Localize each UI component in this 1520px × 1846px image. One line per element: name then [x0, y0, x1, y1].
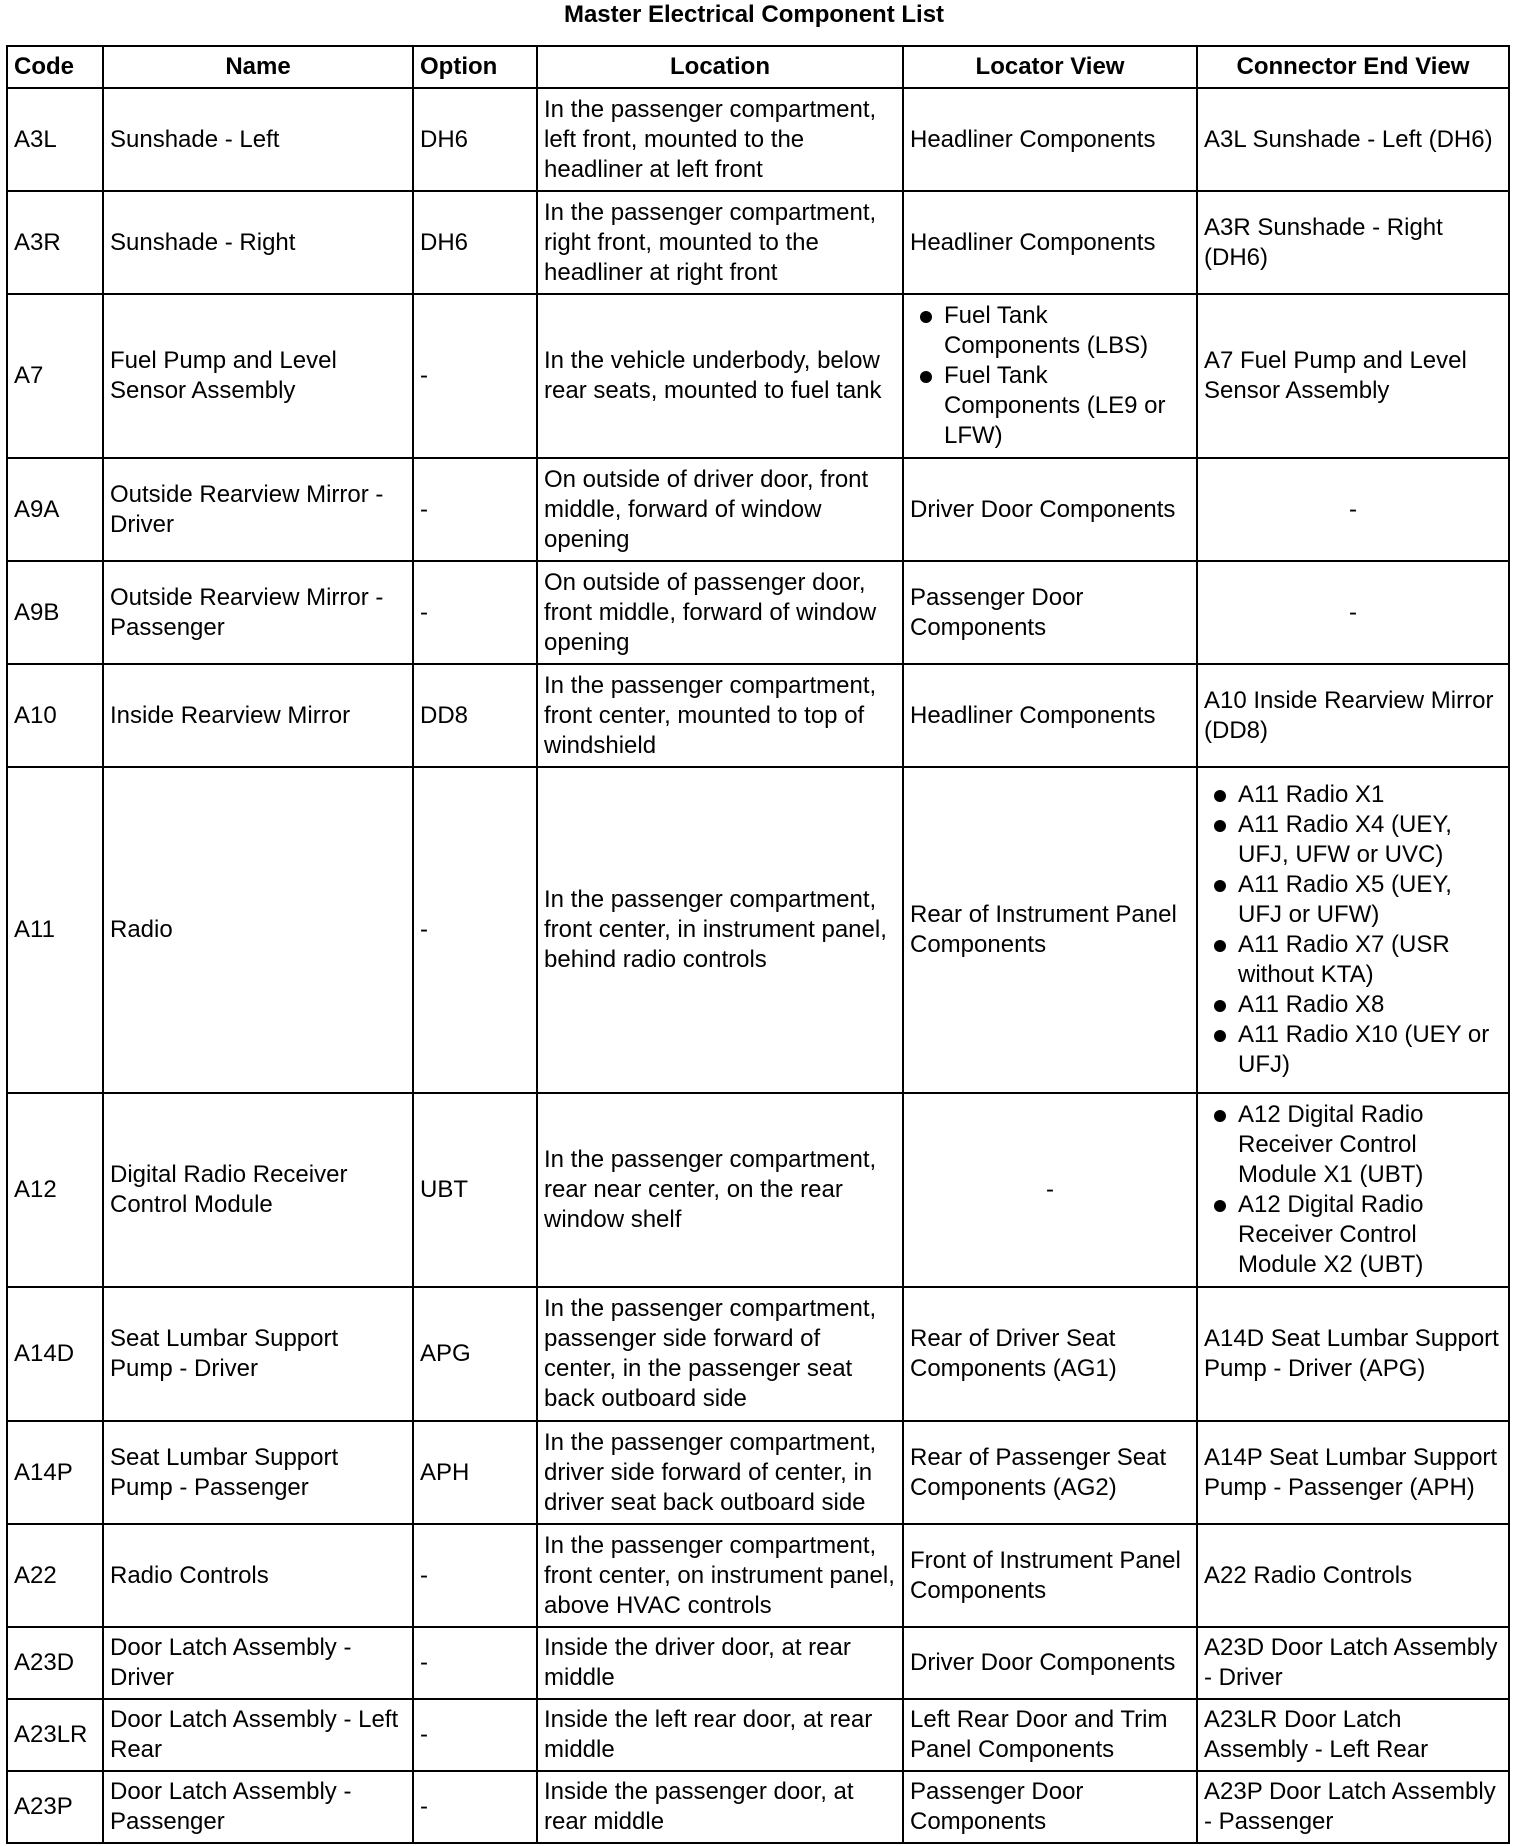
cell-code: A12 [7, 1093, 103, 1287]
component-table [6, 45, 1510, 1844]
cell-connector-end-view: A23LR Door Latch Assembly - Left Rear [1197, 1699, 1509, 1771]
table-row [7, 1093, 1509, 1287]
cell-location: In the passenger compartment, front center, on instrument panel, above HVAC controls [537, 1524, 903, 1627]
header-connector-end-view: Connector End View [1197, 46, 1509, 88]
document-title: Master Electrical Component List [563, 1, 945, 28]
cell-name: Sunshade - Left [103, 88, 413, 191]
header-location: Location [537, 46, 903, 88]
cell-code: A3R [7, 191, 103, 294]
table-row [7, 88, 1509, 191]
cell-option: - [413, 1627, 537, 1699]
cell-name: Radio Controls [103, 1524, 413, 1627]
cell-locator-view: Passenger Door Components [903, 1771, 1197, 1843]
list-item: A11 Radio X1 [1204, 780, 1502, 810]
table-row [7, 1627, 1509, 1699]
cell-locator-view: Rear of Driver Seat Components (AG1) [903, 1287, 1197, 1421]
cell-location: Inside the driver door, at rear middle [537, 1627, 903, 1699]
cell-location: On outside of passenger door, front middle, forward of window opening [537, 561, 903, 664]
cell-option: DD8 [413, 664, 537, 767]
cell-name: Outside Rearview Mirror - Passenger [103, 561, 413, 664]
cell-locator-view: Headliner Components [903, 191, 1197, 294]
cell-connector-end-view [1197, 1093, 1509, 1287]
cell-locator-view: Headliner Components [903, 664, 1197, 767]
list-item: A11 Radio X10 (UEY or UFJ) [1204, 1020, 1502, 1080]
cell-location: In the passenger compartment, right front, mounted to the headliner at right front [537, 191, 903, 294]
connector-list [1204, 1100, 1502, 1280]
cell-connector-end-view: A23D Door Latch Assembly - Driver [1197, 1627, 1509, 1699]
cell-name: Inside Rearview Mirror [103, 664, 413, 767]
cell-name: Door Latch Assembly - Passenger [103, 1771, 413, 1843]
table-row [7, 1699, 1509, 1771]
cell-name: Seat Lumbar Support Pump - Passenger [103, 1421, 413, 1524]
cell-connector-end-view: A23P Door Latch Assembly - Passenger [1197, 1771, 1509, 1843]
cell-code: A23P [7, 1771, 103, 1843]
cell-locator-view: Headliner Components [903, 88, 1197, 191]
cell-locator-view: Front of Instrument Panel Components [903, 1524, 1197, 1627]
table-header-row [7, 46, 1509, 88]
table-row [7, 1421, 1509, 1524]
list-item: A11 Radio X8 [1204, 990, 1502, 1020]
cell-locator-view: - [903, 1093, 1197, 1287]
cell-locator-view: Passenger Door Components [903, 561, 1197, 664]
header-name: Name [103, 46, 413, 88]
cell-connector-end-view: - [1197, 561, 1509, 664]
cell-name: Door Latch Assembly - Driver [103, 1627, 413, 1699]
cell-code: A7 [7, 294, 103, 458]
table-row [7, 294, 1509, 458]
cell-code: A11 [7, 767, 103, 1093]
list-item: A12 Digital Radio Receiver Control Module X1 (UBT) [1204, 1100, 1502, 1190]
header-locator-view: Locator View [903, 46, 1197, 88]
cell-option: - [413, 458, 537, 561]
cell-connector-end-view: A22 Radio Controls [1197, 1524, 1509, 1627]
cell-option: UBT [413, 1093, 537, 1287]
cell-location: In the vehicle underbody, below rear seats, mounted to fuel tank [537, 294, 903, 458]
cell-location: Inside the passenger door, at rear middle [537, 1771, 903, 1843]
cell-name: Fuel Pump and Level Sensor Assembly [103, 294, 413, 458]
list-item: A11 Radio X4 (UEY, UFJ, UFW or UVC) [1204, 810, 1502, 870]
cell-location: On outside of driver door, front middle, forward of window opening [537, 458, 903, 561]
cell-locator-view: Rear of Instrument Panel Components [903, 767, 1197, 1093]
cell-name: Sunshade - Right [103, 191, 413, 294]
cell-location: In the passenger compartment, front center, in instrument panel, behind radio controls [537, 767, 903, 1093]
cell-option: - [413, 1771, 537, 1843]
list-item: A12 Digital Radio Receiver Control Module X2 (UBT) [1204, 1190, 1502, 1280]
cell-location: In the passenger compartment, driver side forward of center, in driver seat back outboard side [537, 1421, 903, 1524]
cell-name: Door Latch Assembly - Left Rear [103, 1699, 413, 1771]
table-row [7, 561, 1509, 664]
cell-code: A23D [7, 1627, 103, 1699]
cell-option: APG [413, 1287, 537, 1421]
list-item: A11 Radio X7 (USR without KTA) [1204, 930, 1502, 990]
cell-code: A3L [7, 88, 103, 191]
cell-code: A22 [7, 1524, 103, 1627]
header-code: Code [7, 46, 103, 88]
table-row [7, 458, 1509, 561]
cell-connector-end-view: A10 Inside Rearview Mirror (DD8) [1197, 664, 1509, 767]
cell-location: In the passenger compartment, rear near center, on the rear window shelf [537, 1093, 903, 1287]
table-row [7, 1771, 1509, 1843]
table-row [7, 191, 1509, 294]
cell-name: Seat Lumbar Support Pump - Driver [103, 1287, 413, 1421]
locator-list [910, 301, 1190, 451]
cell-locator-view: Left Rear Door and Trim Panel Components [903, 1699, 1197, 1771]
cell-connector-end-view: A14P Seat Lumbar Support Pump - Passenger (APH) [1197, 1421, 1509, 1524]
cell-locator-view: Rear of Passenger Seat Components (AG2) [903, 1421, 1197, 1524]
cell-connector-end-view: A14D Seat Lumbar Support Pump - Driver (APG) [1197, 1287, 1509, 1421]
cell-option: - [413, 294, 537, 458]
connector-list [1204, 780, 1502, 1080]
cell-code: A23LR [7, 1699, 103, 1771]
cell-location: In the passenger compartment, left front, mounted to the headliner at left front [537, 88, 903, 191]
cell-name: Radio [103, 767, 413, 1093]
cell-option: - [413, 1524, 537, 1627]
cell-locator-view: Driver Door Components [903, 1627, 1197, 1699]
cell-location: In the passenger compartment, front center, mounted to top of windshield [537, 664, 903, 767]
cell-option: - [413, 767, 537, 1093]
cell-connector-end-view: - [1197, 458, 1509, 561]
cell-code: A14D [7, 1287, 103, 1421]
table-row [7, 1287, 1509, 1421]
cell-connector-end-view: A3R Sunshade - Right (DH6) [1197, 191, 1509, 294]
cell-code: A10 [7, 664, 103, 767]
table-row [7, 767, 1509, 1093]
cell-location: Inside the left rear door, at rear middle [537, 1699, 903, 1771]
cell-connector-end-view: A7 Fuel Pump and Level Sensor Assembly [1197, 294, 1509, 458]
cell-locator-view: Driver Door Components [903, 458, 1197, 561]
cell-name: Outside Rearview Mirror - Driver [103, 458, 413, 561]
header-option: Option [413, 46, 537, 88]
cell-option: DH6 [413, 88, 537, 191]
cell-option: - [413, 561, 537, 664]
cell-option: - [413, 1699, 537, 1771]
cell-option: APH [413, 1421, 537, 1524]
list-item: Fuel Tank Components (LE9 or LFW) [910, 361, 1190, 451]
cell-connector-end-view [1197, 767, 1509, 1093]
cell-code: A14P [7, 1421, 103, 1524]
cell-connector-end-view: A3L Sunshade - Left (DH6) [1197, 88, 1509, 191]
cell-code: A9B [7, 561, 103, 664]
table-row [7, 664, 1509, 767]
list-item: A11 Radio X5 (UEY, UFJ or UFW) [1204, 870, 1502, 930]
cell-option: DH6 [413, 191, 537, 294]
cell-code: A9A [7, 458, 103, 561]
cell-location: In the passenger compartment, passenger side forward of center, in the passenger seat back outboard side [537, 1287, 903, 1421]
table-row [7, 1524, 1509, 1627]
list-item: Fuel Tank Components (LBS) [910, 301, 1190, 361]
cell-name: Digital Radio Receiver Control Module [103, 1093, 413, 1287]
cell-locator-view [903, 294, 1197, 458]
